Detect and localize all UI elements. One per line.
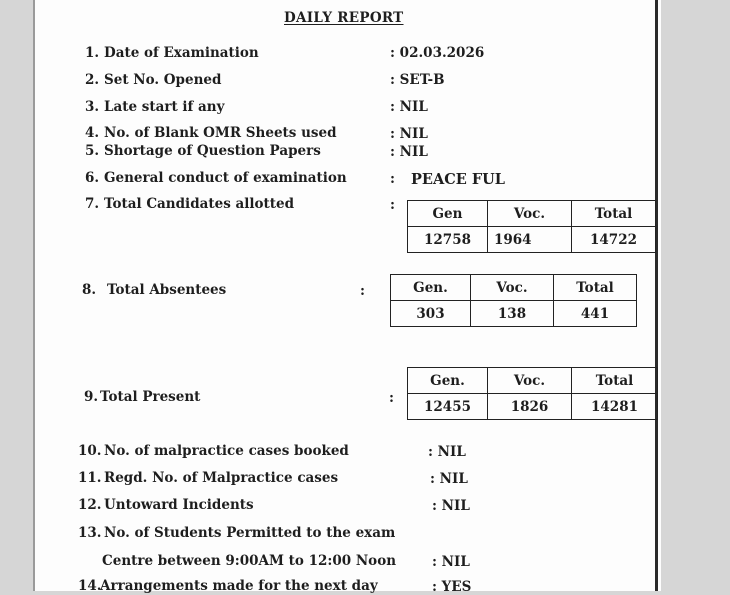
right-margin-rule [655, 0, 658, 591]
cell-gen: 303 [391, 301, 471, 327]
allotted-table [407, 200, 656, 253]
cell-gen: 12455 [408, 394, 488, 420]
item-value: : [390, 197, 395, 213]
item-number: 9. [84, 389, 99, 405]
left-margin-rule [33, 0, 35, 591]
cell-total: 14722 [572, 227, 656, 253]
item-value: : NIL [390, 99, 428, 115]
header-gen: Gen. [391, 275, 471, 301]
item-value: : [360, 283, 365, 299]
header-voc: Voc. [471, 275, 554, 301]
item-number: 3. [85, 99, 100, 115]
item-label: Late start if any [104, 99, 225, 115]
item-number: 11. [78, 470, 102, 486]
header-voc: Voc. [488, 201, 572, 227]
item-number: 5. [85, 143, 100, 159]
table-row [408, 394, 658, 420]
item-label: Shortage of Question Papers [104, 143, 321, 159]
item-number: 14. [78, 578, 102, 594]
table-row [391, 301, 637, 327]
report-title: DAILY REPORT [284, 10, 404, 26]
item-label-continued: Centre between 9:00AM to 12:00 Noon [102, 553, 397, 569]
item-label: Date of Examination [104, 45, 259, 61]
item-number: 12. [78, 497, 102, 513]
item-value: : NIL [432, 554, 470, 570]
table-header-row [408, 201, 656, 227]
item-label: Untoward Incidents [104, 497, 254, 513]
item-number: 6. [85, 170, 100, 186]
cell-total: 441 [554, 301, 637, 327]
item-number: 4. [85, 125, 100, 141]
cell-voc: 1964 [488, 227, 572, 253]
item-label: Set No. Opened [104, 72, 222, 88]
header-total: Total [554, 275, 637, 301]
item-label: General conduct of examination [104, 170, 347, 186]
item-value: : 02.03.2026 [390, 45, 485, 61]
item-number: 8. [82, 282, 97, 298]
item-value: : YES [432, 579, 472, 595]
item-label: No. of Students Permitted to the exam [104, 525, 396, 541]
item-value: : NIL [430, 471, 468, 487]
header-gen: Gen [408, 201, 488, 227]
item-value: : NIL [390, 126, 428, 142]
item-number: 1. [85, 45, 100, 61]
item-label: No. of malpractice cases booked [104, 443, 349, 459]
header-voc: Voc. [488, 368, 572, 394]
item-value: : NIL [428, 444, 466, 460]
cell-voc: 1826 [488, 394, 572, 420]
present-table [407, 367, 658, 420]
item-number: 2. [85, 72, 100, 88]
item-value: : NIL [432, 498, 470, 514]
item-label: No. of Blank OMR Sheets used [104, 125, 337, 141]
header-gen: Gen. [408, 368, 488, 394]
header-total: Total [572, 368, 658, 394]
table-header-row [391, 275, 637, 301]
item-label: Regd. No. of Malpractice cases [104, 470, 339, 486]
item-number: 10. [78, 443, 102, 459]
item-value: : [389, 390, 394, 406]
item-label: Total Candidates allotted [104, 196, 295, 212]
header-total: Total [572, 201, 656, 227]
cell-voc: 138 [471, 301, 554, 327]
item-label: Arrangements made for the next day [100, 578, 378, 594]
item-label: Total Present [100, 389, 201, 405]
conduct-value: PEACE FUL [411, 171, 505, 188]
item-value: : [390, 171, 395, 187]
item-label: Total Absentees [107, 282, 227, 298]
absentees-table [390, 274, 637, 327]
item-value: : NIL [390, 144, 428, 160]
table-header-row [408, 368, 658, 394]
item-value: : SET-B [390, 72, 445, 88]
cell-total: 14281 [572, 394, 658, 420]
item-number: 13. [78, 525, 102, 541]
item-number: 7. [85, 196, 100, 212]
table-row [408, 227, 656, 253]
cell-gen: 12758 [408, 227, 488, 253]
